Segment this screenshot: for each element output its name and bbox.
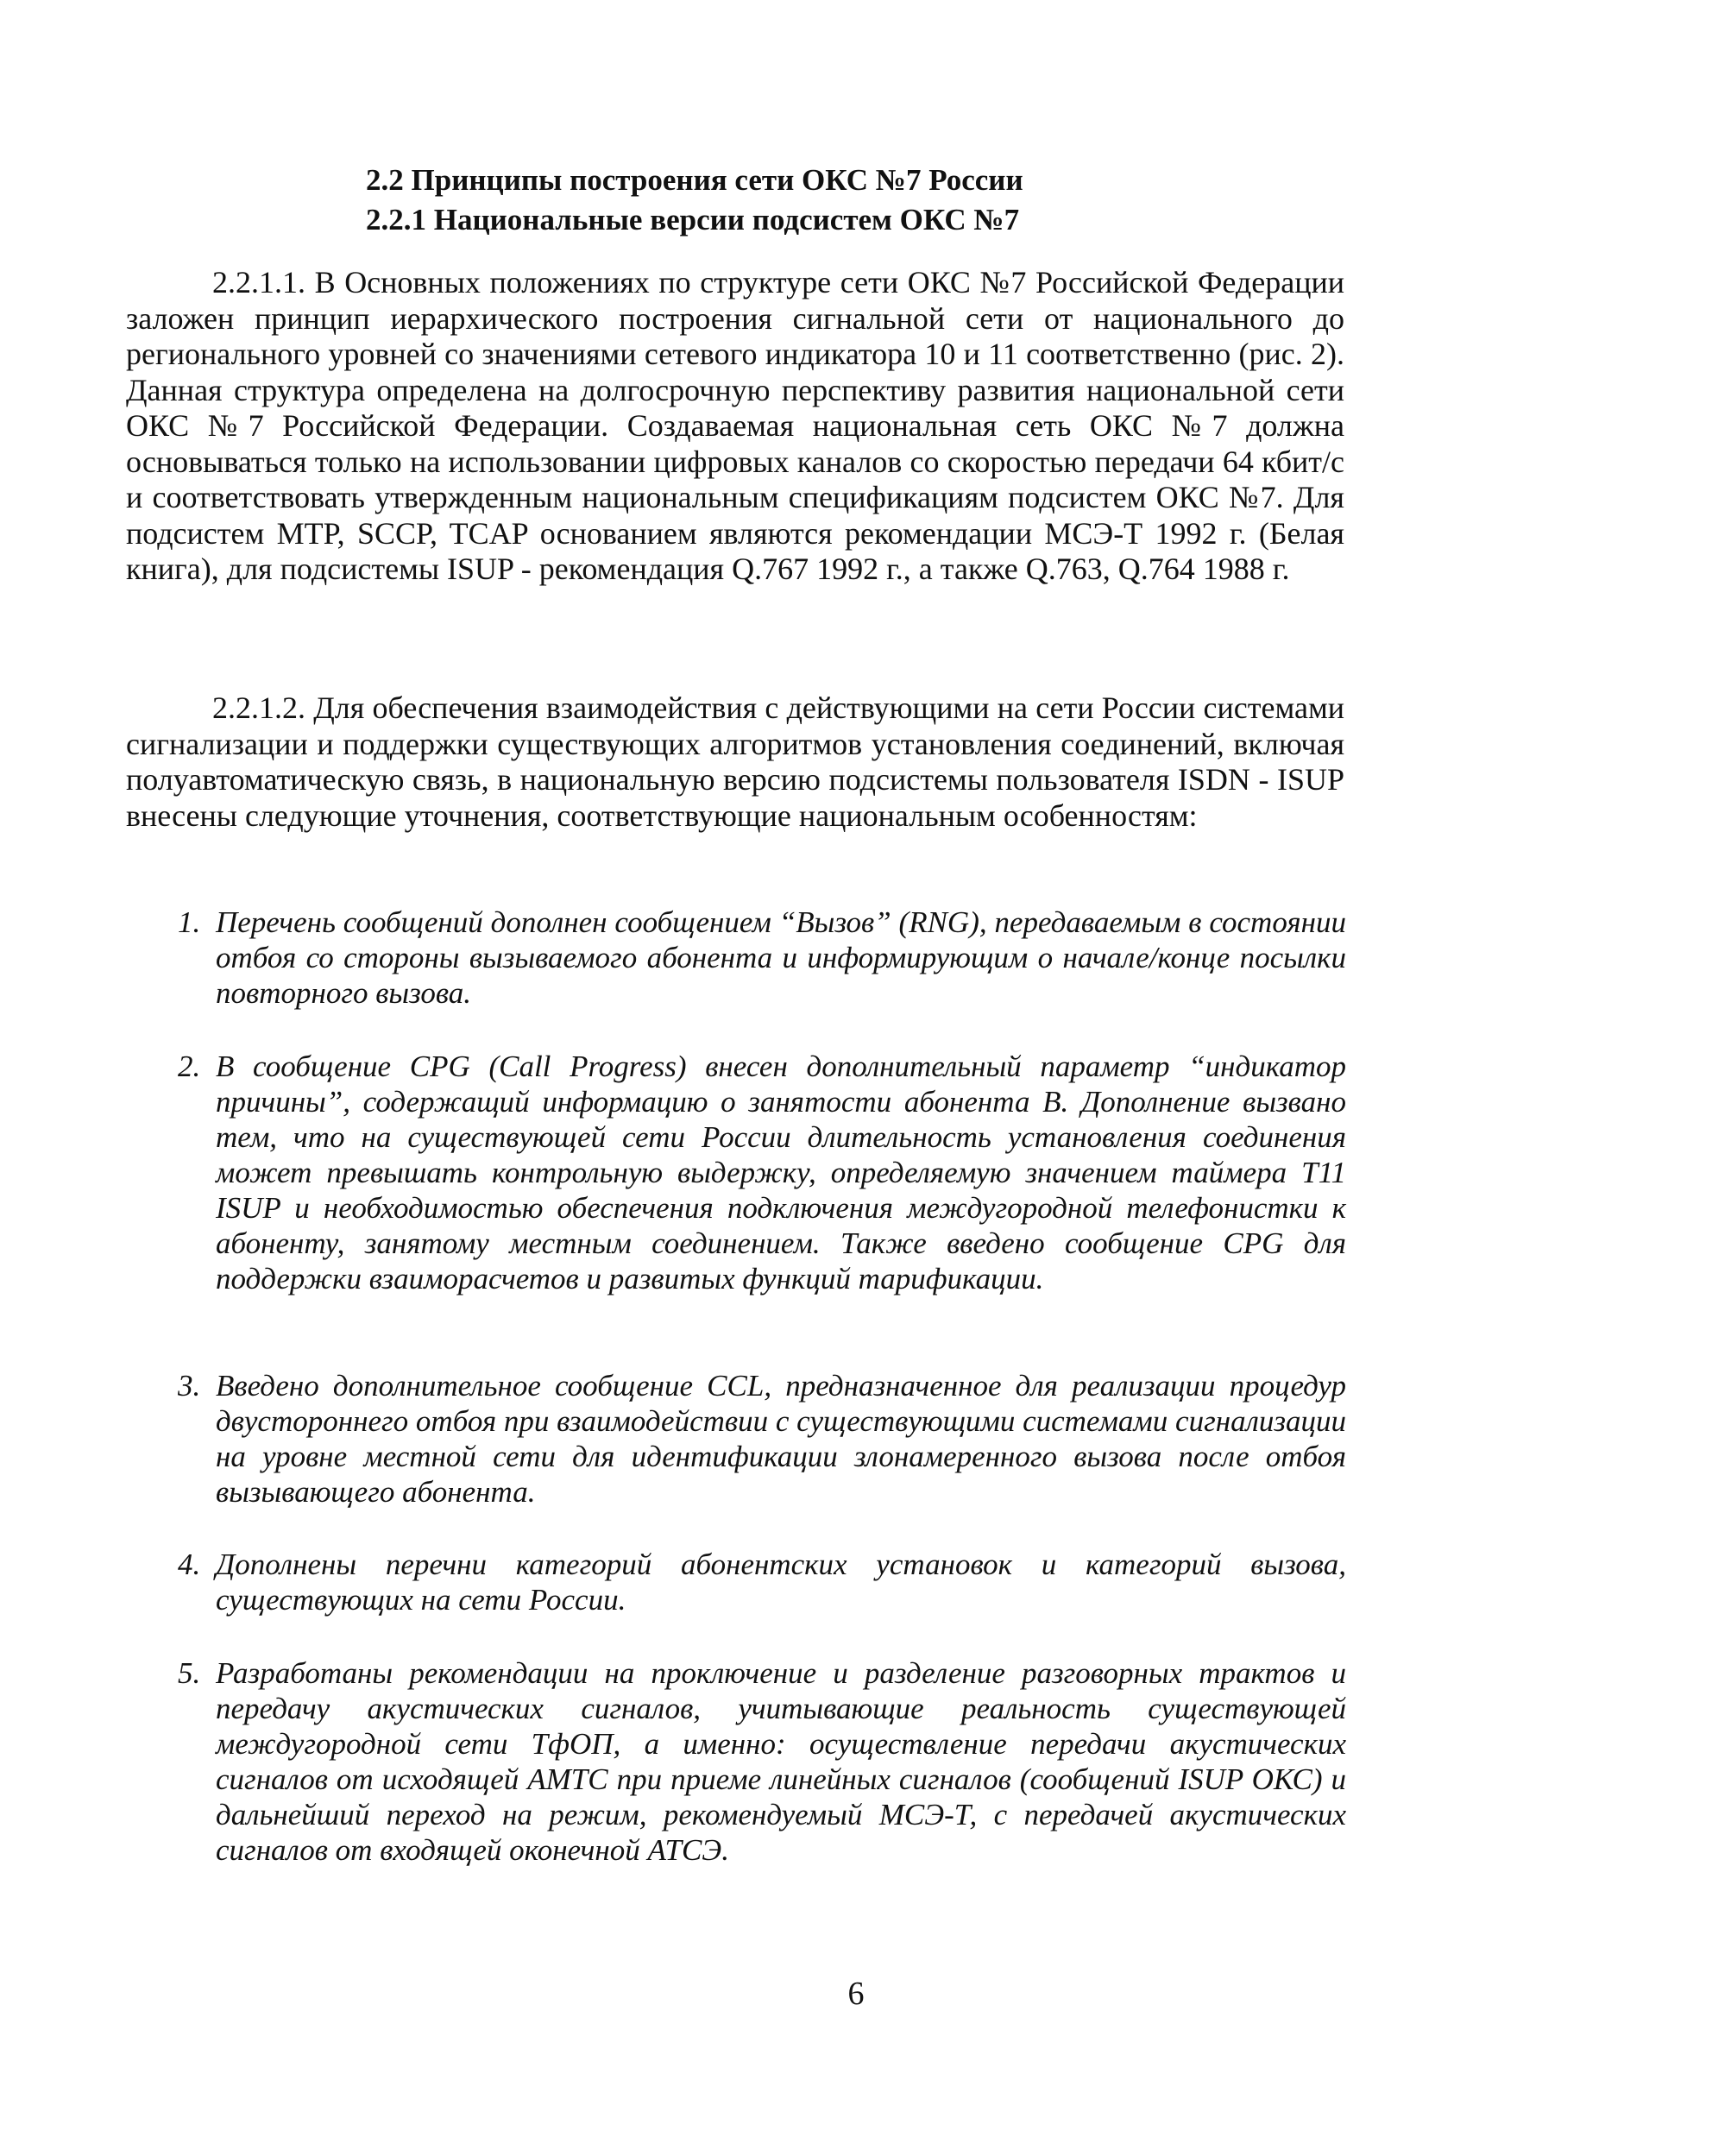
list-item — [178, 1547, 1346, 1617]
list-item-text: Введено дополнительное сообщение CCL, предназначенное для реализации процедур двустороннего отбоя при взаимодействии с существующими системами сигнализации на уровне местной сети для идентификации злонамеренного вызова после отбоя вызывающего абонента. — [216, 1369, 1346, 1509]
list-item-number: 5. — [178, 1656, 201, 1690]
list-item — [178, 1655, 1346, 1868]
list-item-number: 1. — [178, 905, 201, 939]
list-item-text: Разработаны рекомендации на проключение и разделение разговорных трактов и передачу акустических сигналов, учитывающие реальность существующей междугородной сети ТфОП, а именно: осуществление передачи акустических сигналов от исходящей АМТС при приеме линейных сигналов (сообщений ISUP ОКС) и дальнейший переход на режим, рекомендуемый МСЭ-Т, с передачей акустических сигналов от входящей оконечной АТСЭ. — [216, 1656, 1346, 1867]
list-item-number: 4. — [178, 1548, 201, 1581]
section-headings — [366, 161, 1229, 240]
list-item — [178, 1368, 1346, 1510]
paragraph-2-2-1-2: 2.2.1.2. Для обеспечения взаимодействия с действующими на сети России системами сигнализации и поддержки существующих алгоритмов установления соединений, включая полуавтоматическую связь, в национальную версию подсистемы пользователя ISDN - ISUP внесены следующие уточнения, соответствующие национальным особенностям: — [126, 690, 1344, 833]
list-item-text: Дополнены перечни категорий абонентских установок и категорий вызова, существующих на сети России. — [216, 1548, 1346, 1617]
paragraph-2-2-1-1: 2.2.1.1. В Основных положениях по структуре сети ОКС №7 Российской Федерации заложен принцип иерархического построения сигнальной сети от национального до регионального уровней со значениями сетевого индикатора 10 и 11 соответственно (рис. 2). Данная структура определена на долгосрочную перспективу развития национальной сети ОКС №7 Российской Федерации. Создаваемая национальная сеть ОКС №7 должна основываться только на использовании цифровых каналов со скоростью передачи 64 кбит/с и соответствовать утвержденным национальным спецификациям подсистем ОКС №7. Для подсистем MTP, SCCP, TCAP основанием являются рекомендации МСЭ-Т 1992 г. (Белая книга), для подсистемы ISUP - рекомендация Q.767 1992 г., а также Q.763, Q.764 1988 г. — [126, 265, 1344, 586]
list-item-text: Перечень сообщений дополнен сообщением “Вызов” (RNG), передаваемым в состоянии отбоя со стороны вызываемого абонента и информирующим о начале/конце посылки повторного вызова. — [216, 905, 1346, 1010]
list-item-number: 2. — [178, 1050, 201, 1083]
list-item-number: 3. — [178, 1369, 201, 1403]
list-item — [178, 1049, 1346, 1296]
section-heading: 2.2 Принципы построения сети ОКС №7 России — [366, 163, 1023, 197]
page-number: 6 — [847, 1976, 865, 2012]
list-item-text: В сообщение CPG (Call Progress) внесен дополнительный параметр “индикатор причины”, содержащий информацию о занятости абонента В. Дополнение вызвано тем, что на существующей сети России длительность установления соединения может превышать контрольную выдержку, определяемую значением таймера T11 ISUP и необходимостью обеспечения подключения междугородной телефонистки к абоненту, занятому местным соединением. Также введено сообщение CPG для поддержки взаиморасчетов и развитых функций тарификации. — [216, 1050, 1346, 1295]
list-item — [178, 905, 1346, 1011]
subsection-heading: 2.2.1 Национальные версии подсистем ОКС №7 — [366, 203, 1020, 236]
